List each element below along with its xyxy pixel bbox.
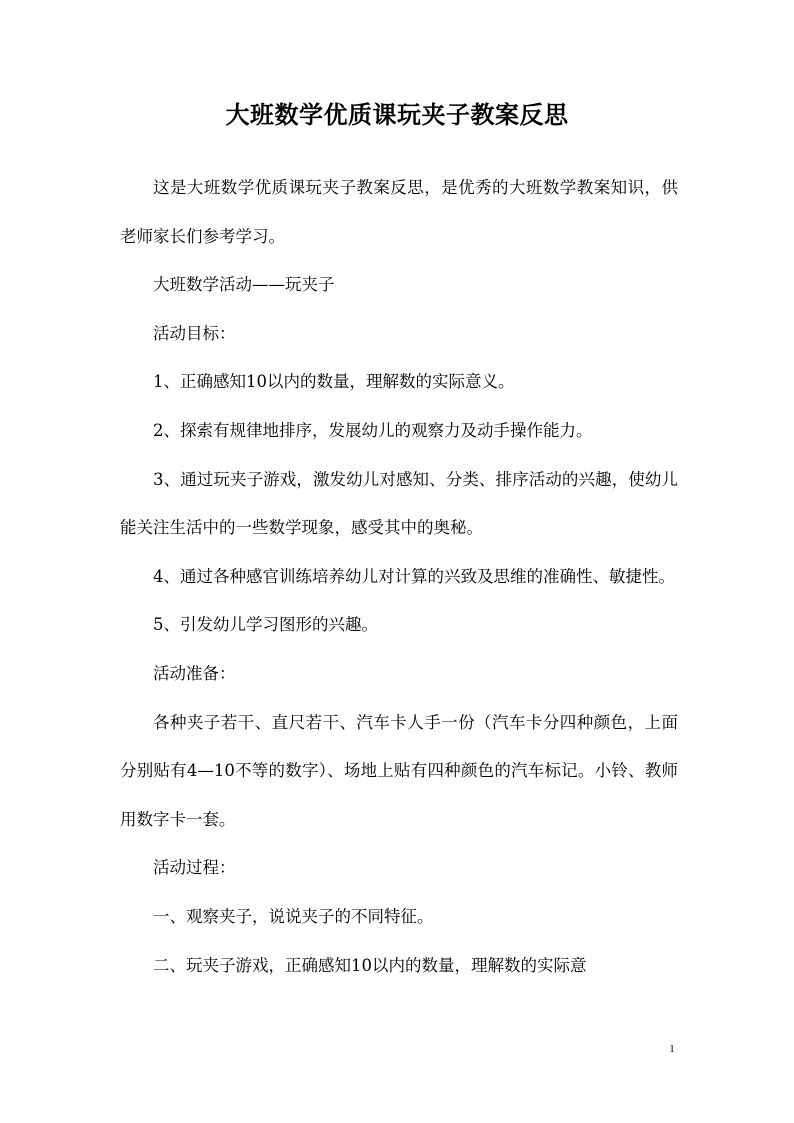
paragraph-intro: 这是大班数学优质课玩夹子教案反思，是优秀的大班数学教案知识，供老师家长们参考学习。 (120, 178, 678, 246)
goal-item-3: 3、通过玩夹子游戏，激发幼儿对感知、分类、排序活动的兴趣，使幼儿能关注生活中的一些数学现象，感受其中的奥秘。 (120, 469, 678, 538)
goal-item-4: 4、通过各种感官训练培养幼儿对计算的兴致及思维的准确性、敏捷性。 (153, 566, 675, 586)
paragraph-activity-name: 大班数学活动——玩夹子 (153, 275, 335, 295)
document-title: 大班数学优质课玩夹子教案反思 (225, 100, 569, 129)
paragraph-preparation: 各种夹子若干、直尺若干、汽车卡人手一份（汽车卡分四种颜色，上面分别贴有4—10不等的数字）、场地上贴有四种颜色的汽车标记。小铃、教师用数字卡一套。 (120, 712, 678, 829)
process-step-1: 一、观察夹子，说说夹子的不同特征。 (153, 906, 434, 926)
document-body (120, 164, 678, 990)
page-number: 1 (669, 1043, 675, 1055)
process-step-2: 二、玩夹子游戏，正确感知10以内的数量，理解数的实际意 (153, 955, 587, 975)
goal-item-1: 1、正确感知10以内的数量，理解数的实际意义。 (153, 372, 515, 392)
goal-item-5: 5、引发幼儿学习图形的兴趣。 (153, 615, 378, 635)
heading-goals: 活动目标： (153, 323, 236, 343)
goal-item-2: 2、探索有规律地排序，发展幼儿的观察力及动手操作能力。 (153, 420, 593, 440)
heading-preparation: 活动准备： (153, 663, 236, 683)
heading-process: 活动过程： (153, 858, 236, 878)
